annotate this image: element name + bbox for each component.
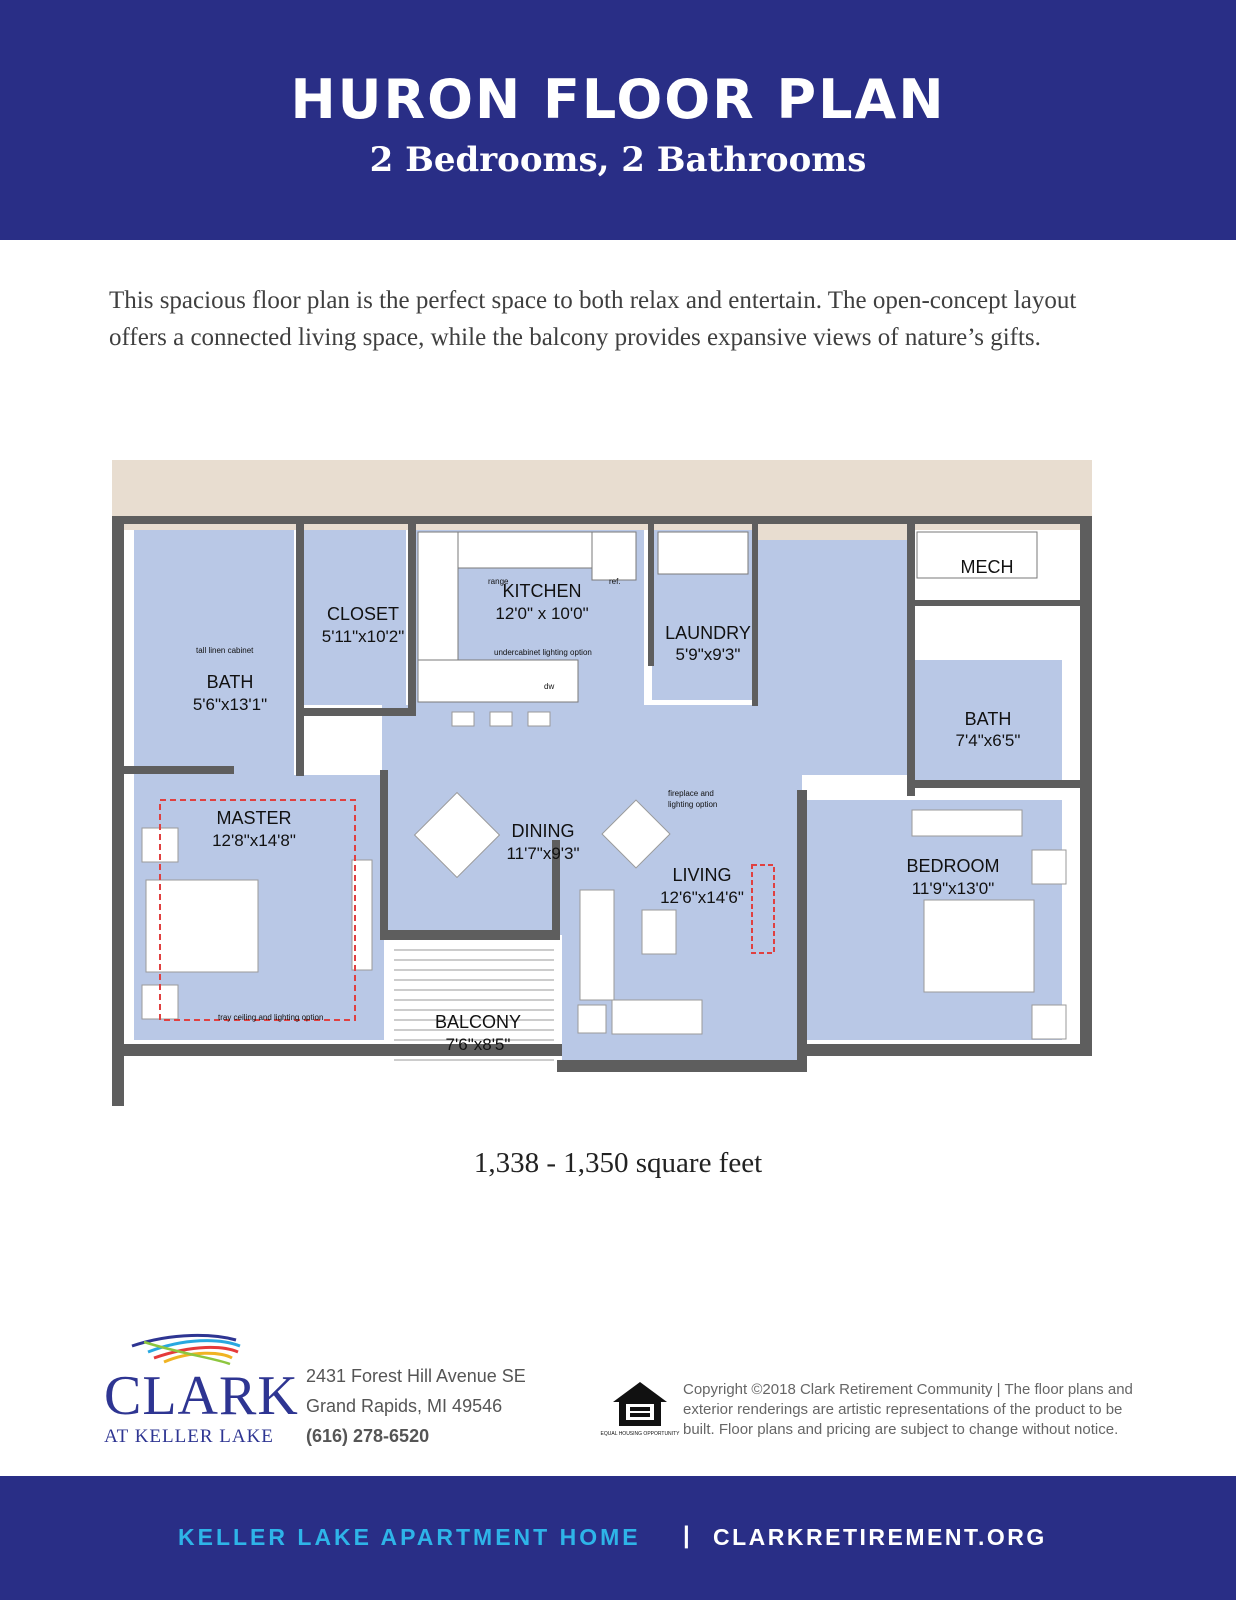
kitchen-label: KITCHEN bbox=[502, 581, 582, 601]
copyright-notice: Copyright ©2018 Clark Retirement Community | The floor plans and exterior renderings are artistic representations of the product to be built. Floor plans and pricing are subject to change without notice. bbox=[683, 1381, 1133, 1438]
bedroom-label: BEDROOM bbox=[906, 856, 1000, 876]
bath1-label: BATH bbox=[206, 672, 254, 692]
footer-tagline: KELLER LAKE APARTMENT HOME bbox=[178, 1524, 641, 1550]
range-note: range bbox=[488, 577, 509, 586]
tray-note: tray ceiling and lighting option bbox=[218, 1013, 324, 1022]
living-dims: 12'6"x14'6" bbox=[660, 888, 744, 907]
intro-paragraph: This spacious floor plan is the perfect space to both relax and entertain. The open-concept layout offers a connected living space, while the balcony provides expansive views of nature’s gifts. bbox=[109, 287, 1077, 351]
footer-separator: | bbox=[683, 1522, 690, 1549]
kitchen-stools bbox=[452, 712, 550, 726]
bedroom-dims: 11'9"x13'0" bbox=[911, 879, 995, 898]
page-footer bbox=[0, 1476, 1236, 1600]
undercabinet-note: undercabinet lighting option bbox=[494, 648, 592, 657]
street-address: 2431 Forest Hill Avenue SE bbox=[306, 1366, 526, 1386]
square-footage: 1,338 - 1,350 square feet bbox=[473, 1147, 763, 1179]
logo-subtitle: AT KELLER LAKE bbox=[104, 1426, 274, 1447]
page-title: HURON FLOOR PLAN bbox=[290, 68, 946, 131]
bath2-dims: 7'4"x6'5" bbox=[955, 731, 1021, 750]
page-subtitle: 2 Bedrooms, 2 Bathrooms bbox=[369, 140, 867, 180]
living-label: LIVING bbox=[672, 865, 732, 885]
laundry-dims: 5'9"x9'3" bbox=[675, 645, 741, 664]
logo-swoosh-icon bbox=[104, 1330, 274, 1366]
phone-number[interactable]: (616) 278-6520 bbox=[306, 1426, 430, 1446]
equal-housing-icon bbox=[600, 1380, 680, 1440]
closet-label: CLOSET bbox=[326, 604, 400, 624]
mech-label: MECH bbox=[960, 557, 1014, 577]
balcony-dims: 7'6"x8'5" bbox=[445, 1035, 511, 1054]
floor-plan bbox=[112, 460, 1092, 1110]
city-address: Grand Rapids, MI 49546 bbox=[306, 1396, 503, 1416]
master-label: MASTER bbox=[216, 808, 292, 828]
closet-dims: 5'11"x10'2" bbox=[321, 627, 405, 646]
equal-housing-text: EQUAL HOUSING OPPORTUNITY bbox=[600, 1431, 680, 1437]
bath1-dims: 5'6"x13'1" bbox=[192, 695, 268, 714]
dw-note: dw bbox=[544, 682, 555, 691]
balcony-label: BALCONY bbox=[434, 1012, 522, 1032]
dining-label: DINING bbox=[511, 821, 575, 841]
page-header bbox=[0, 0, 1236, 240]
logo-name: CLARK bbox=[104, 1365, 299, 1427]
address-block bbox=[306, 1361, 526, 1451]
master-dims: 12'8"x14'8" bbox=[212, 831, 296, 850]
tall-linen-note: tall linen cabinet bbox=[196, 646, 254, 655]
clark-logo bbox=[104, 1330, 299, 1450]
dining-dims: 11'7"x9'3" bbox=[506, 844, 580, 863]
footer-website-link[interactable]: CLARKRETIREMENT.ORG bbox=[713, 1524, 1047, 1550]
fireplace-note-1: fireplace and bbox=[668, 789, 714, 798]
fireplace-note-2: lighting option bbox=[668, 800, 718, 809]
kitchen-dims: 12'0" x 10'0" bbox=[495, 604, 589, 623]
laundry-label: LAUNDRY bbox=[665, 623, 751, 643]
bath2-label: BATH bbox=[964, 709, 1012, 729]
ref-note: ref. bbox=[609, 577, 621, 586]
